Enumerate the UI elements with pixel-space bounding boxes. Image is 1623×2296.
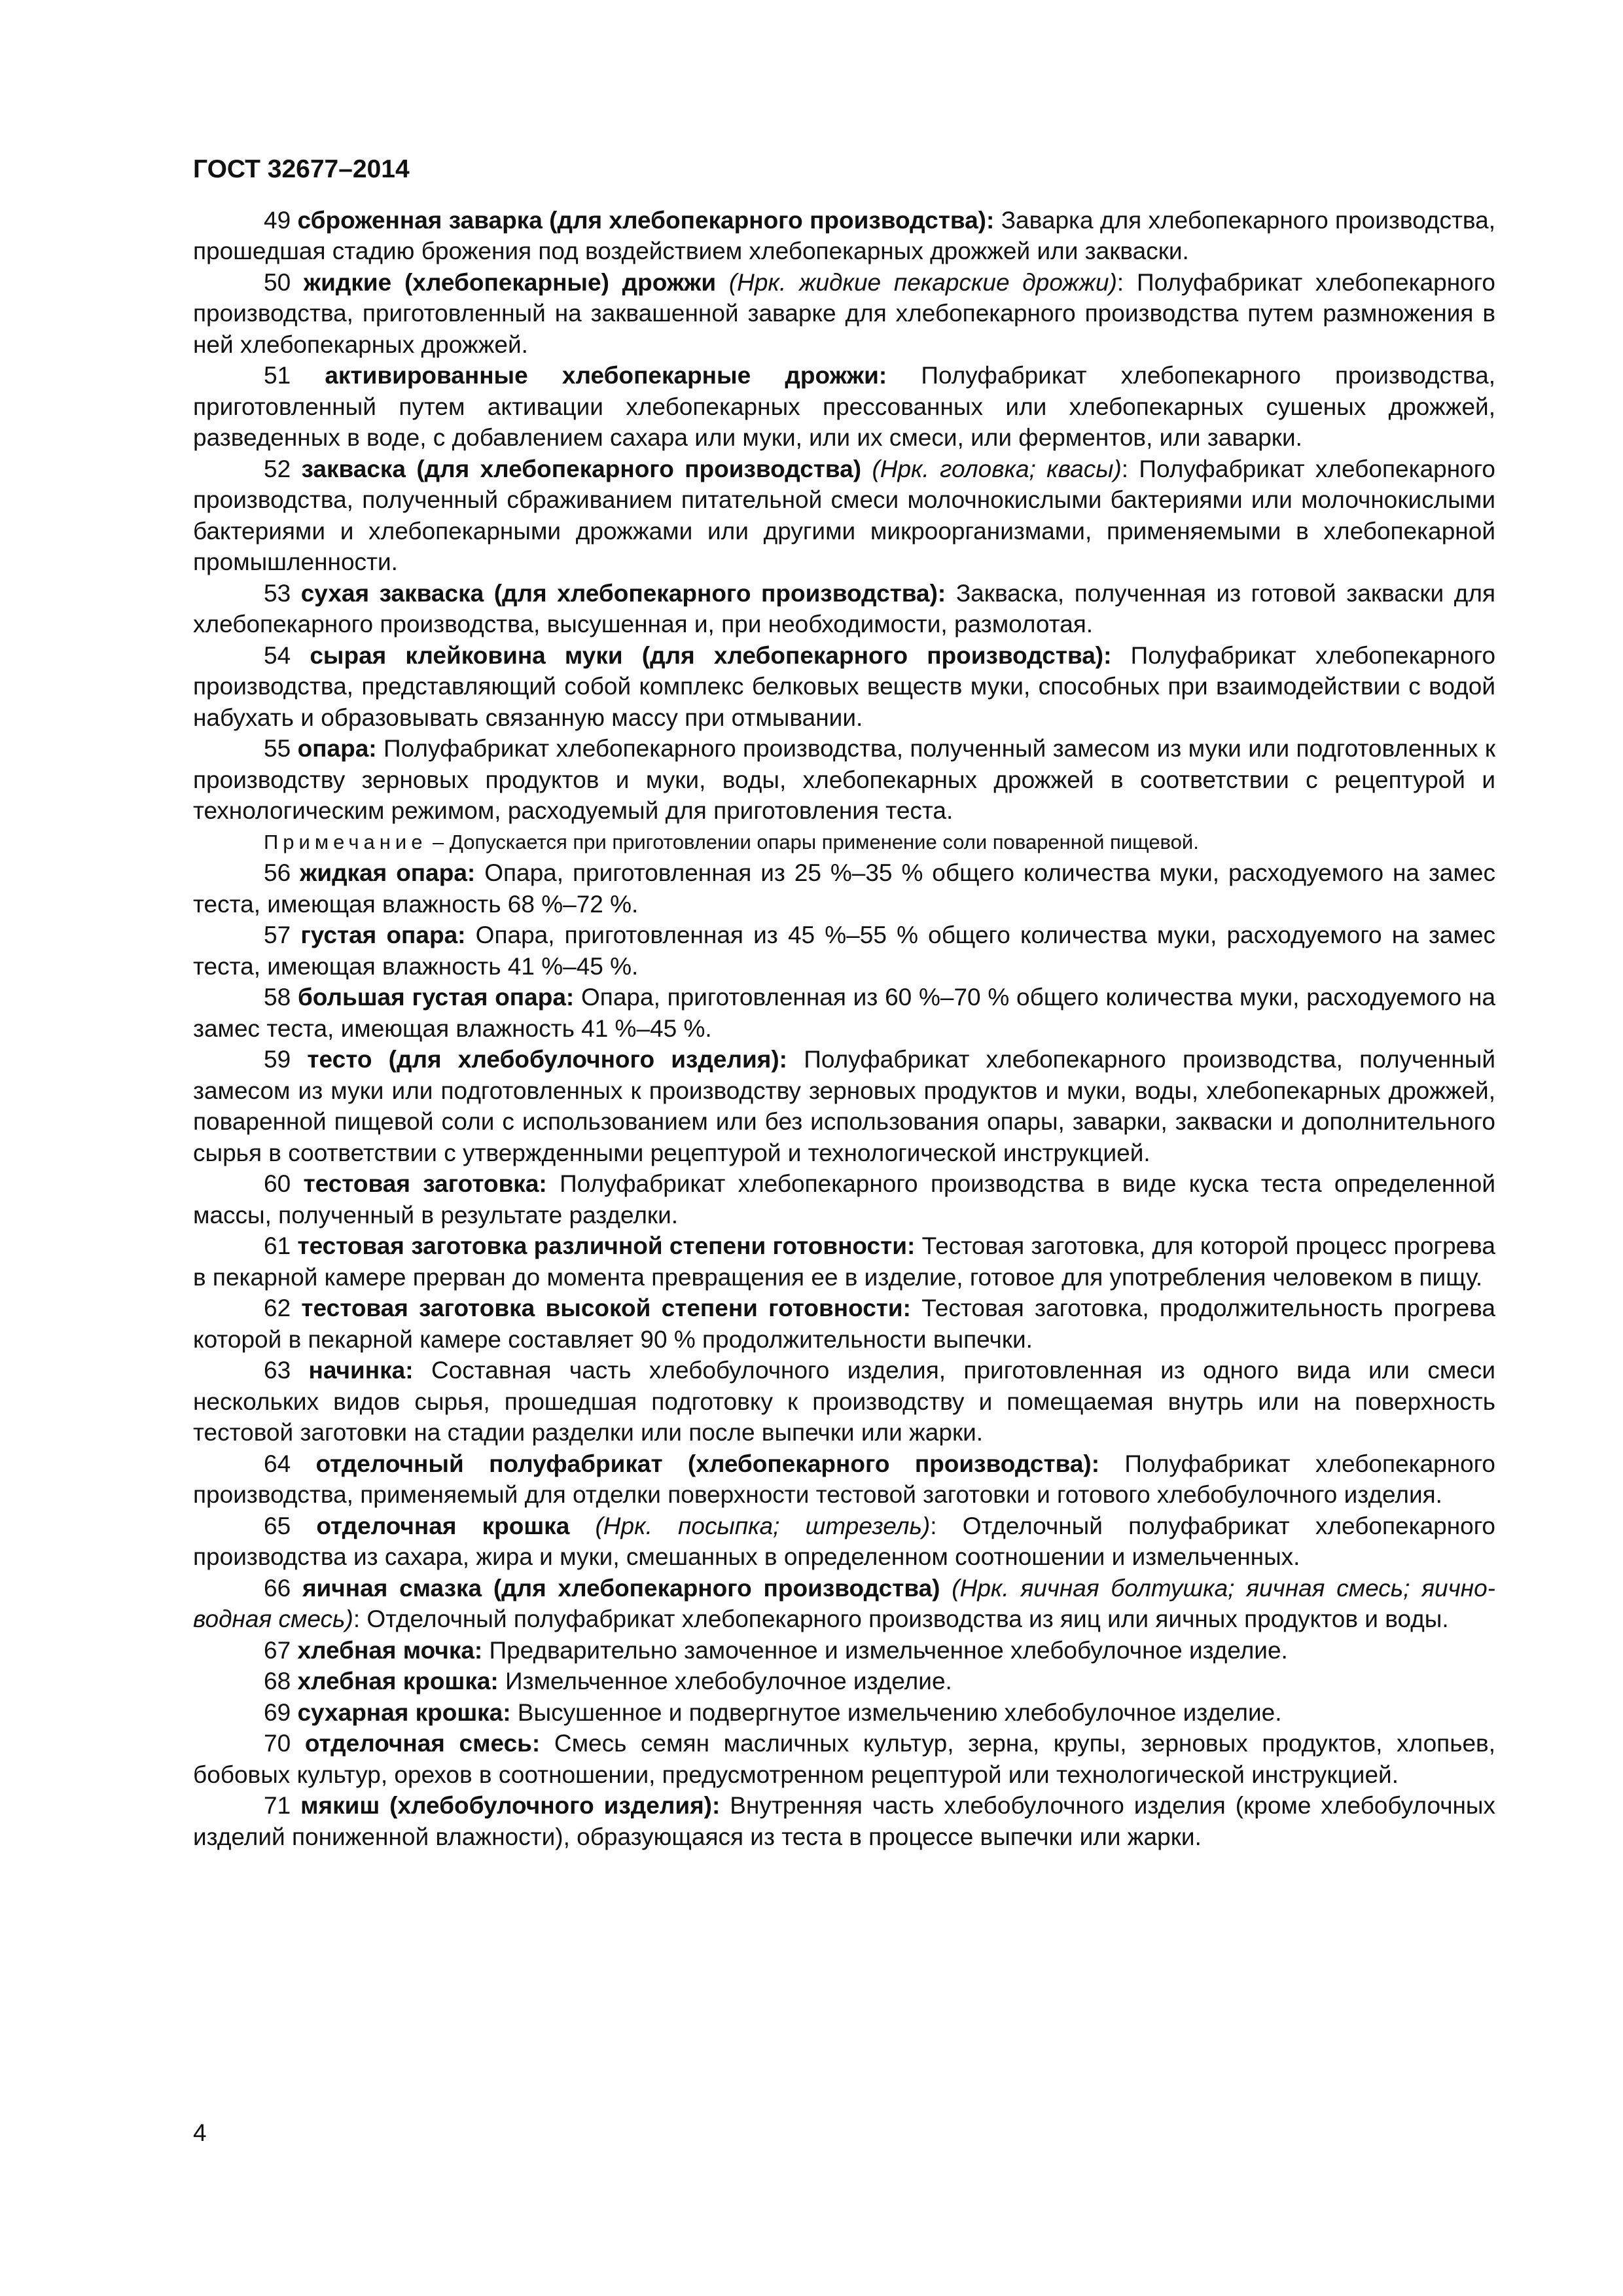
term-definition: Составная часть хлебобулочного изделия, приготовленная из одного вида или смеси нескольких видов сырья, прошедшая подготовку к производству и помещаемая внутрь или на поверхность тестовой заготовки на стадии разделки или после выпечки или жарки. xyxy=(193,1357,1495,1446)
term-name: сухарная крошка: xyxy=(297,1698,511,1726)
note-text: – Допускается при приготовлении опары применение соли поваренной пищевой. xyxy=(427,830,1199,853)
term-entry xyxy=(193,982,1495,1044)
term-entry xyxy=(193,1573,1495,1635)
term-definition: Высушенное и подвергнутое измельчению хлебобулочное изделие. xyxy=(517,1698,1282,1726)
term-synonym: (Нрк. головка; квасы) xyxy=(872,455,1122,482)
term-entry xyxy=(193,1728,1495,1790)
term-entry xyxy=(193,1448,1495,1511)
term-name: мякиш (хлебобулочного изделия): xyxy=(300,1792,721,1819)
term-entry xyxy=(193,1511,1495,1573)
term-definition: Полуфабрикат хлебопекарного производства, представляющий собой комплекс белковых веществ муки, способных при взаимодействии с водой набухать и образовывать связанную массу при отмывании. xyxy=(193,641,1496,731)
term-definition: Полуфабрикат хлебопекарного производства в виде куска теста определенной массы, полученный в результате разделки. xyxy=(193,1170,1496,1229)
term-name: тесто (для хлебобулочного изделия): xyxy=(307,1046,787,1073)
term-definition: Полуфабрикат хлебопекарного производства, полученный замесом из муки или подготовленных к производству зерновых продуктов и муки, воды, хлебопекарных дрожжей, поваренной пищевой соли с использованием или без использования опары, заварки, закваски и дополнительного сырья в соответствии с утвержденными рецептурой и технологической инструкцией. xyxy=(193,1046,1496,1166)
term-definition: Полуфабрикат хлебопекарного производства, приготовленный путем активации хлебопекарных прессованных или хлебопекарных сушеных дрожжей, разведенных в воде, с добавлением сахара или муки, или их смеси, или ферментов, или заварки. xyxy=(193,362,1495,451)
term-definition: Полуфабрикат хлебопекарного производства, полученный замесом из муки или подготовленных к производству зерновых продуктов и муки, воды, хлебопекарных дрожжей в соответствии с рецептурой и технологическим режимом, расходуемый для приготовления теста. xyxy=(193,735,1496,824)
term-number: 57 xyxy=(264,922,291,948)
term-entry xyxy=(193,1666,1495,1697)
term-definition: Отделочный полуфабрикат хлебопекарного производства из яиц или яичных продуктов и воды. xyxy=(366,1605,1449,1632)
term-number: 64 xyxy=(264,1450,291,1477)
term-number: 67 xyxy=(264,1636,291,1664)
term-entry xyxy=(193,857,1495,920)
term-definition: Полуфабрикат хлебопекарного производства, применяемый для отделки поверхности тестовой заготовки и готового хлебобулочного изделия. xyxy=(193,1450,1496,1508)
term-name: сырая клейковина муки (для хлебопекарного производства): xyxy=(310,641,1112,669)
term-definition: Полуфабрикат хлебопекарного производства, полученный сбраживанием питательной смеси молочнокислыми бактериями или молочнокислыми бактериями и хлебопекарными дрожжами или другими микроорганизмами, применяемыми в хлебопекарной промышленности. xyxy=(193,455,1495,575)
terms-list xyxy=(193,205,1495,827)
term-number: 66 xyxy=(264,1574,291,1602)
term-number: 49 xyxy=(264,206,291,234)
term-name: тестовая заготовка высокой степени готовности: xyxy=(301,1295,911,1321)
note xyxy=(193,827,1495,858)
term-number: 71 xyxy=(264,1792,291,1819)
term-entry xyxy=(193,1168,1495,1230)
term-entry xyxy=(193,1697,1495,1729)
term-number: 51 xyxy=(264,362,291,389)
term-definition: Опара, приготовленная из 45 %–55 % общего количества муки, расходуемого на замес теста, имеющая влажность 41 %–45 %. xyxy=(193,922,1496,980)
term-number: 69 xyxy=(264,1698,291,1726)
term-definition: Тестовая заготовка, для которой процесс прогрева в пекарной камере прерван до момента превращения ее в изделие, готовое для употребления человеком в пищу. xyxy=(193,1232,1495,1291)
term-number: 54 xyxy=(264,641,291,669)
term-number: 50 xyxy=(264,268,291,296)
term-entry xyxy=(193,360,1495,454)
term-entry xyxy=(193,1635,1495,1666)
term-synonym: (Нрк. жидкие пекарские дрожжи) xyxy=(728,268,1117,296)
term-number: 56 xyxy=(264,859,291,886)
page-number: 4 xyxy=(193,2119,207,2146)
term-entry xyxy=(193,1044,1495,1168)
term-name: тестовая заготовка: xyxy=(303,1170,547,1197)
term-synonym-colon: : xyxy=(353,1605,361,1632)
document-page xyxy=(193,154,1495,1852)
term-name: яичная смазка (для хлебопекарного производства) xyxy=(302,1574,940,1602)
term-entry xyxy=(193,640,1495,734)
term-name: хлебная крошка: xyxy=(297,1668,499,1695)
term-entry xyxy=(193,920,1495,982)
standard-header: ГОСТ 32677–2014 xyxy=(193,155,410,183)
term-number: 68 xyxy=(264,1668,291,1695)
term-number: 62 xyxy=(264,1295,291,1321)
term-entry xyxy=(193,1790,1495,1852)
term-name: жидкие (хлебопекарные) дрожжи xyxy=(303,268,717,296)
term-definition: Опара, приготовленная из 60 %–70 % общего количества муки, расходуемого на замес теста, имеющая влажность 41 %–45 %. xyxy=(193,984,1496,1042)
term-name: густая опара: xyxy=(300,922,466,948)
term-entry xyxy=(193,205,1495,267)
term-entry xyxy=(193,454,1495,578)
term-name: отделочная крошка xyxy=(316,1512,570,1539)
term-definition: Внутренняя часть хлебобулочного изделия (кроме хлебобулочных изделий пониженной влажности), образующаяся из теста в процессе выпечки или жарки. xyxy=(193,1792,1496,1850)
term-name: активированные хлебопекарные дрожжи: xyxy=(325,362,887,389)
term-number: 70 xyxy=(264,1730,291,1757)
term-synonym: (Нрк. яичная болтушка; яичная смесь; яично-водная смесь) xyxy=(193,1574,1496,1632)
term-synonym-colon: : xyxy=(1121,455,1129,482)
term-number: 58 xyxy=(264,984,291,1011)
term-name: начинка: xyxy=(308,1357,414,1384)
term-definition: Отделочный полуфабрикат хлебопекарного производства из сахара, жира и муки, смешанных в определенном соотношении и измельченных. xyxy=(193,1512,1496,1570)
term-definition: Измельченное хлебобулочное изделие. xyxy=(505,1668,952,1695)
term-name: закваска (для хлебопекарного производства) xyxy=(301,455,862,482)
term-name: большая густая опара: xyxy=(297,984,575,1011)
term-entry xyxy=(193,1230,1495,1293)
term-entry xyxy=(193,733,1495,827)
term-number: 59 xyxy=(264,1046,291,1073)
term-name: сухая закваска (для хлебопекарного производства): xyxy=(300,579,946,607)
term-number: 55 xyxy=(264,735,291,762)
term-number: 65 xyxy=(264,1512,291,1539)
term-name: сброженная заварка (для хлебопекарного производства): xyxy=(297,206,995,234)
note-label: Примечание xyxy=(264,830,427,853)
term-entry xyxy=(193,267,1495,361)
term-number: 61 xyxy=(264,1232,291,1259)
term-definition: Предварительно замоченное и измельченное хлебобулочное изделие. xyxy=(489,1636,1288,1664)
term-entry xyxy=(193,1355,1495,1448)
term-definition: Заварка для хлебопекарного производства, прошедшая стадию брожения под воздействием хлебопекарных дрожжей или закваски. xyxy=(193,206,1495,264)
term-definition: Опара, приготовленная из 25 %–35 % общего количества муки, расходуемого на замес теста, имеющая влажность 68 %–72 %. xyxy=(193,859,1495,918)
term-name: хлебная мочка: xyxy=(297,1636,483,1664)
term-name: отделочная смесь: xyxy=(304,1730,541,1757)
term-synonym-colon: : xyxy=(1116,268,1124,296)
term-number: 63 xyxy=(264,1357,291,1384)
term-name: отделочный полуфабрикат (хлебопекарного производства): xyxy=(315,1450,1100,1477)
term-number: 52 xyxy=(264,455,291,482)
term-number: 60 xyxy=(264,1170,291,1197)
term-name: опара: xyxy=(297,735,377,762)
term-synonym: (Нрк. посыпка; штрезель) xyxy=(595,1512,931,1539)
term-synonym-colon: : xyxy=(930,1512,937,1539)
term-entry xyxy=(193,578,1495,640)
term-definition: Смесь семян масличных культур, зерна, крупы, зерновых продуктов, хлопьев, бобовых культур, орехов в соотношении, предусмотренном рецептурой или технологической инструкцией. xyxy=(193,1730,1495,1788)
term-definition: Закваска, полученная из готовой закваски для хлебопекарного производства, высушенная и, при необходимости, размолотая. xyxy=(193,579,1495,637)
term-number: 53 xyxy=(264,579,291,607)
term-entry xyxy=(193,1293,1495,1355)
term-definition: Полуфабрикат хлебопекарного производства, приготовленный на заквашенной заварке для хлебопекарного производства путем размножения в ней хлебопекарных дрожжей. xyxy=(193,268,1495,358)
terms-list-continued xyxy=(193,857,1495,1852)
term-name: тестовая заготовка различной степени готовности: xyxy=(297,1232,916,1259)
term-name: жидкая опара: xyxy=(300,859,476,886)
term-definition: Тестовая заготовка, продолжительность прогрева которой в пекарной камере составляет 90 % продолжительности выпечки. xyxy=(193,1295,1496,1353)
